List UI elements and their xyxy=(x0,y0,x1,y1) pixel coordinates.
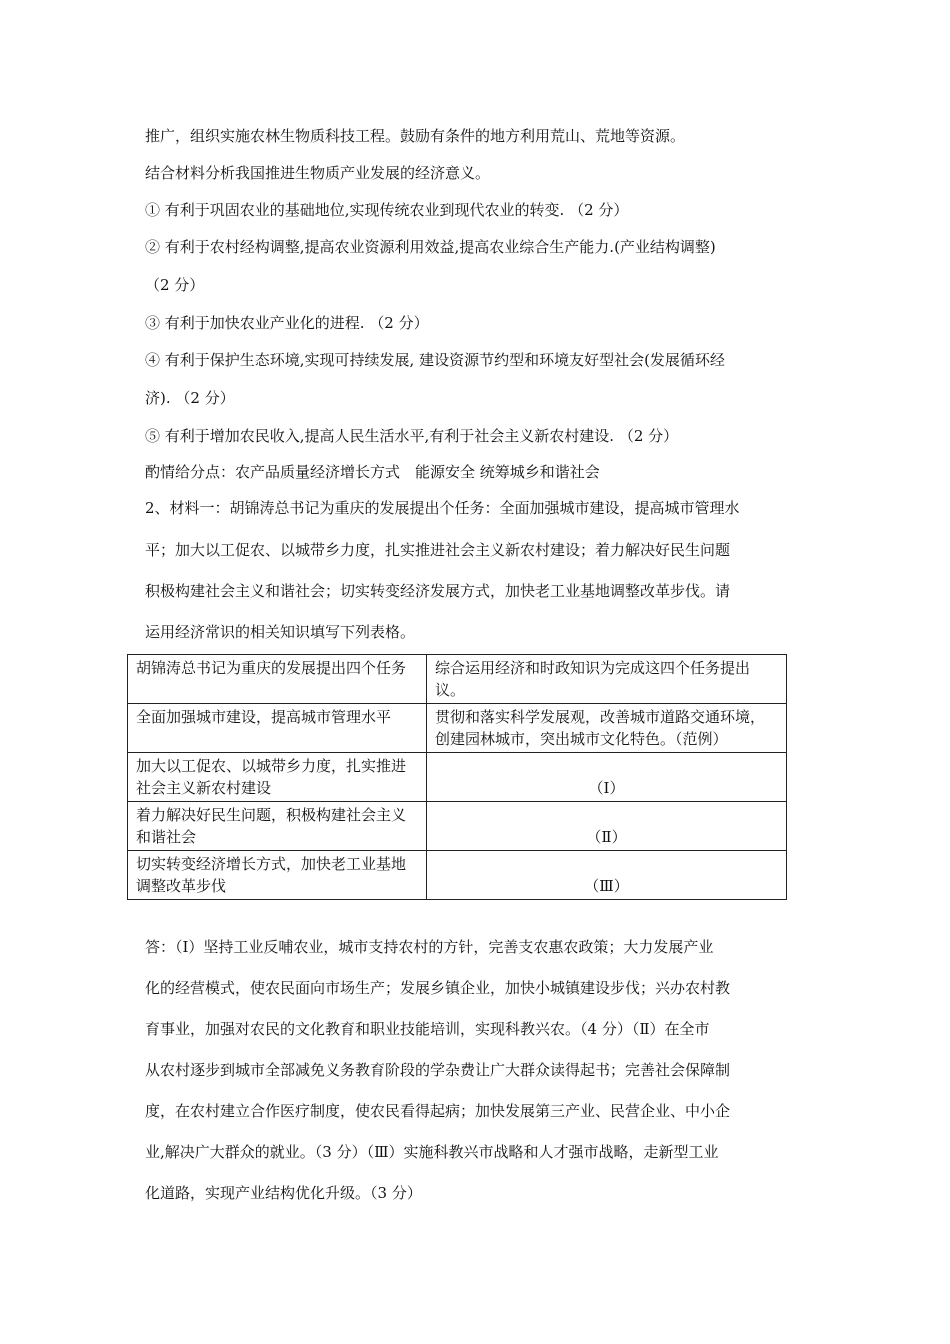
task-table xyxy=(127,654,787,900)
table-row xyxy=(128,753,787,802)
scoring-note: 酌情给分点：农产品质量经济增长方式 能源安全 统筹城乡和谐社会 xyxy=(145,463,600,481)
answer2-line: 化的经营模式，使农民面向市场生产；发展乡镇企业，加快小城镇建设步伐；兴办农村教 xyxy=(145,979,731,997)
answer2-line: 从农村逐步到城市全部减免义务教育阶段的学杂费让广大群众读得起书；完善社会保障制 xyxy=(145,1061,731,1079)
table-header-left: 胡锦涛总书记为重庆的发展提出四个任务 xyxy=(128,655,427,704)
task-cell: 加大以工促农、以城带乡力度，扎实推进社会主义新农村建设 xyxy=(128,753,427,802)
answer-item-2-score: （2 分） xyxy=(145,276,205,294)
question2-line: 运用经济常识的相关知识填写下列表格。 xyxy=(145,623,416,641)
task-cell: 着力解决好民生问题，积极构建社会主义和谐社会 xyxy=(128,802,427,851)
table-row xyxy=(128,704,787,753)
suggestion-placeholder: （Ⅰ） xyxy=(427,753,787,802)
answer-item-1: ① 有利于巩固农业的基础地位,实现传统农业到现代农业的转变. （2 分） xyxy=(145,201,629,219)
table-row xyxy=(128,851,787,900)
answer-item-5: ⑤ 有利于增加农民收入,提高人民生活水平,有利于社会主义新农村建设. （2 分） xyxy=(145,427,679,445)
question-line: 结合材料分析我国推进生物质产业发展的经济意义。 xyxy=(145,164,491,182)
task-cell: 全面加强城市建设，提高城市管理水平 xyxy=(128,704,427,753)
suggestion-cell: 贯彻和落实科学发展观，改善城市道路交通环境，创建园林城市，突出城市文化特色。（范例） xyxy=(427,704,787,753)
answer2-line: 业,解决广大群众的就业。（3 分）（Ⅲ）实施科教兴市战略和人才强市战略，走新型工业 xyxy=(145,1143,719,1161)
suggestion-placeholder: （Ⅲ） xyxy=(427,851,787,900)
intro-line: 推广，组织实施农林生物质科技工程。鼓励有条件的地方利用荒山、荒地等资源。 xyxy=(145,127,686,145)
question2-line: 平；加大以工促农、以城带乡力度，扎实推进社会主义新农村建设；着力解决好民生问题 xyxy=(145,541,731,559)
answer2-line: 答：（Ⅰ）坚持工业反哺农业，城市支持农村的方针，完善支农惠农政策；大力发展产业 xyxy=(145,938,714,956)
suggestion-placeholder: （Ⅱ） xyxy=(427,802,787,851)
table-header-right: 综合运用经济和时政知识为完成这四个任务提出议。 xyxy=(427,655,787,704)
answer2-line: 育事业，加强对农民的文化教育和职业技能培训，实现科教兴农。（4 分）（Ⅱ）在全市 xyxy=(145,1020,710,1038)
answer2-line: 度，在农村建立合作医疗制度，使农民看得起病；加快发展第三产业、民营企业、中小企 xyxy=(145,1102,731,1120)
table-header-row xyxy=(128,655,787,704)
answer-item-2: ② 有利于农村经构调整,提高农业资源利用效益,提高农业综合生产能力.(产业结构调整) xyxy=(145,238,716,256)
answer2-line: 化道路，实现产业结构优化升级。（3 分） xyxy=(145,1184,422,1202)
question2-line: 积极构建社会主义和谐社会；切实转变经济发展方式，加快老工业基地调整改革步伐。请 xyxy=(145,582,731,600)
answer-item-4-cont: 济). （2 分） xyxy=(145,389,235,407)
answer-item-3: ③ 有利于加快农业产业化的进程. （2 分） xyxy=(145,314,429,332)
answer-item-4: ④ 有利于保护生态环境,实现可持续发展, 建设资源节约型和环境友好型社会(发展循环经 xyxy=(145,351,725,369)
task-cell: 切实转变经济增长方式，加快老工业基地调整改革步伐 xyxy=(128,851,427,900)
table-row xyxy=(128,802,787,851)
question2-line: 2、材料一：胡锦涛总书记为重庆的发展提出个任务：全面加强城市建设，提高城市管理水 xyxy=(145,499,740,517)
